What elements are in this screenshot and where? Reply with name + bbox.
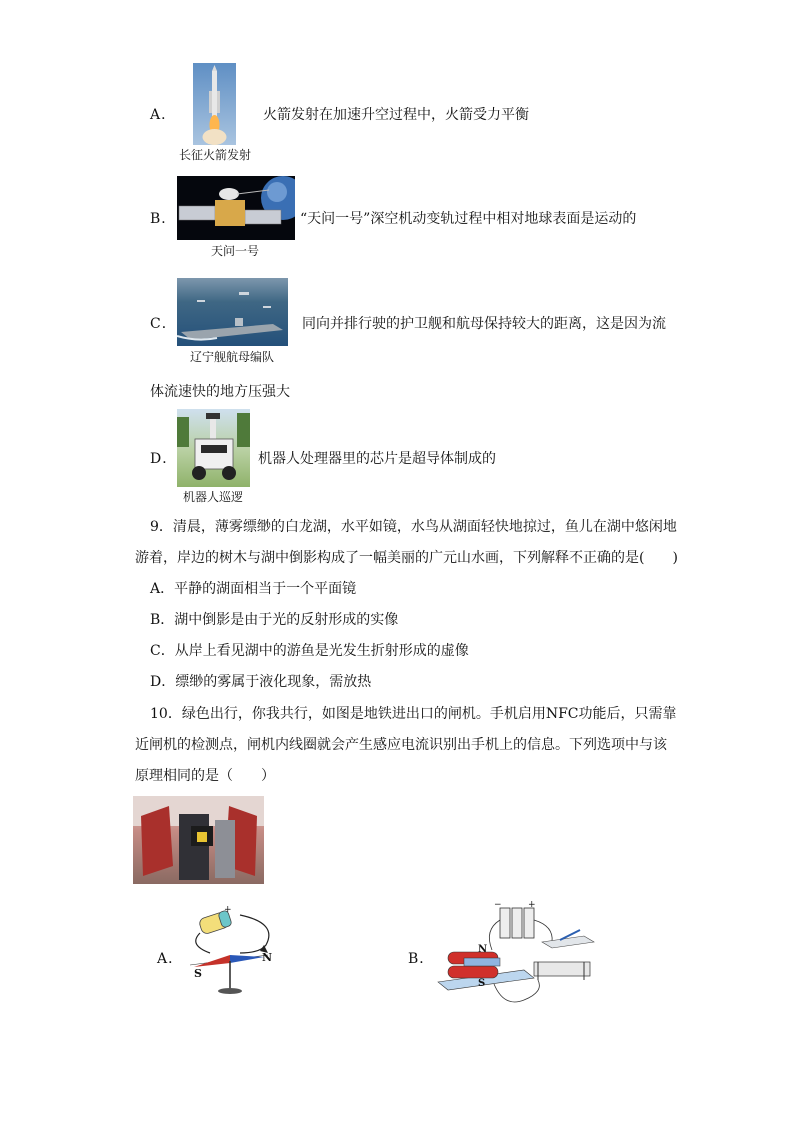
q10-option-b-letter: B．	[408, 951, 435, 967]
q9-stem-line1: 9．清晨，薄雾缥缈的白龙湖，水平如镜，水鸟从湖面轻快地掠过，鱼儿在湖中悠闲地	[150, 519, 677, 535]
q10-stem-line3: 原理相同的是（ ）	[135, 768, 275, 784]
battery-plus-label: +	[224, 905, 232, 915]
magnet-south-label: S	[478, 978, 486, 989]
south-pole-label: S	[194, 967, 202, 980]
q9-stem-line2: 游着，岸边的树木与湖中倒影构成了一幅美丽的广元山水画，下列解释不正确的是( )	[135, 550, 678, 566]
rocket-launch-image	[193, 63, 236, 145]
option-b-letter: B．	[150, 211, 177, 227]
option-c-text: 同向并排行驶的护卫舰和航母保持较大的距离，这是因为流	[302, 316, 666, 332]
q10-stem-line1: 10．绿色出行，你我共行，如图是地铁进出口的闸机。手机启用NFC功能后，只需靠	[150, 706, 677, 722]
option-d-text: 机器人处理器里的芯片是超导体制成的	[258, 451, 496, 467]
motor-circuit-diagram	[434, 900, 604, 1010]
option-c-caption: 辽宁舰航母编队	[189, 350, 274, 364]
option-b-text: “天问一号”深空机动变轨过程中相对地球表面是运动的	[300, 211, 637, 227]
option-a-text: 火箭发射在加速升空过程中，火箭受力平衡	[263, 107, 529, 123]
q10-stem-line2: 近闸机的检测点，闸机内线圈就会产生感应电流识别出手机上的信息。下列选项中与该	[135, 737, 667, 753]
q10-option-a-letter: A．	[157, 951, 184, 967]
option-d-letter: D．	[150, 451, 178, 467]
north-pole-label: N	[262, 951, 273, 964]
q9-option-a: A．平静的湖面相当于一个平面镜	[150, 581, 357, 597]
q9-option-b: B．湖中倒影是由于光的反射形成的实像	[150, 612, 399, 628]
carrier-fleet-image	[177, 278, 288, 346]
option-c-letter: C．	[150, 316, 177, 332]
q9-option-c: C．从岸上看见湖中的游鱼是光发生折射形成的虚像	[150, 643, 469, 659]
option-a-caption: 长征火箭发射	[178, 148, 251, 162]
subway-gate-image	[133, 796, 264, 884]
q9-option-d: D．缥缈的雾属于液化现象，需放热	[150, 674, 372, 690]
compass-battery-diagram	[180, 905, 285, 1000]
tianwen-probe-image	[177, 176, 295, 240]
option-b-caption: 天问一号	[210, 244, 259, 258]
battery-plus-label-b: +	[528, 900, 536, 910]
option-a-letter: A．	[150, 107, 177, 123]
option-d-caption: 机器人巡逻	[182, 490, 243, 504]
battery-minus-label: −	[494, 900, 502, 910]
magnet-north-label: N	[478, 944, 488, 955]
robot-patrol-image	[177, 409, 250, 487]
option-c-text-continued: 体流速快的地方压强大	[150, 384, 290, 400]
